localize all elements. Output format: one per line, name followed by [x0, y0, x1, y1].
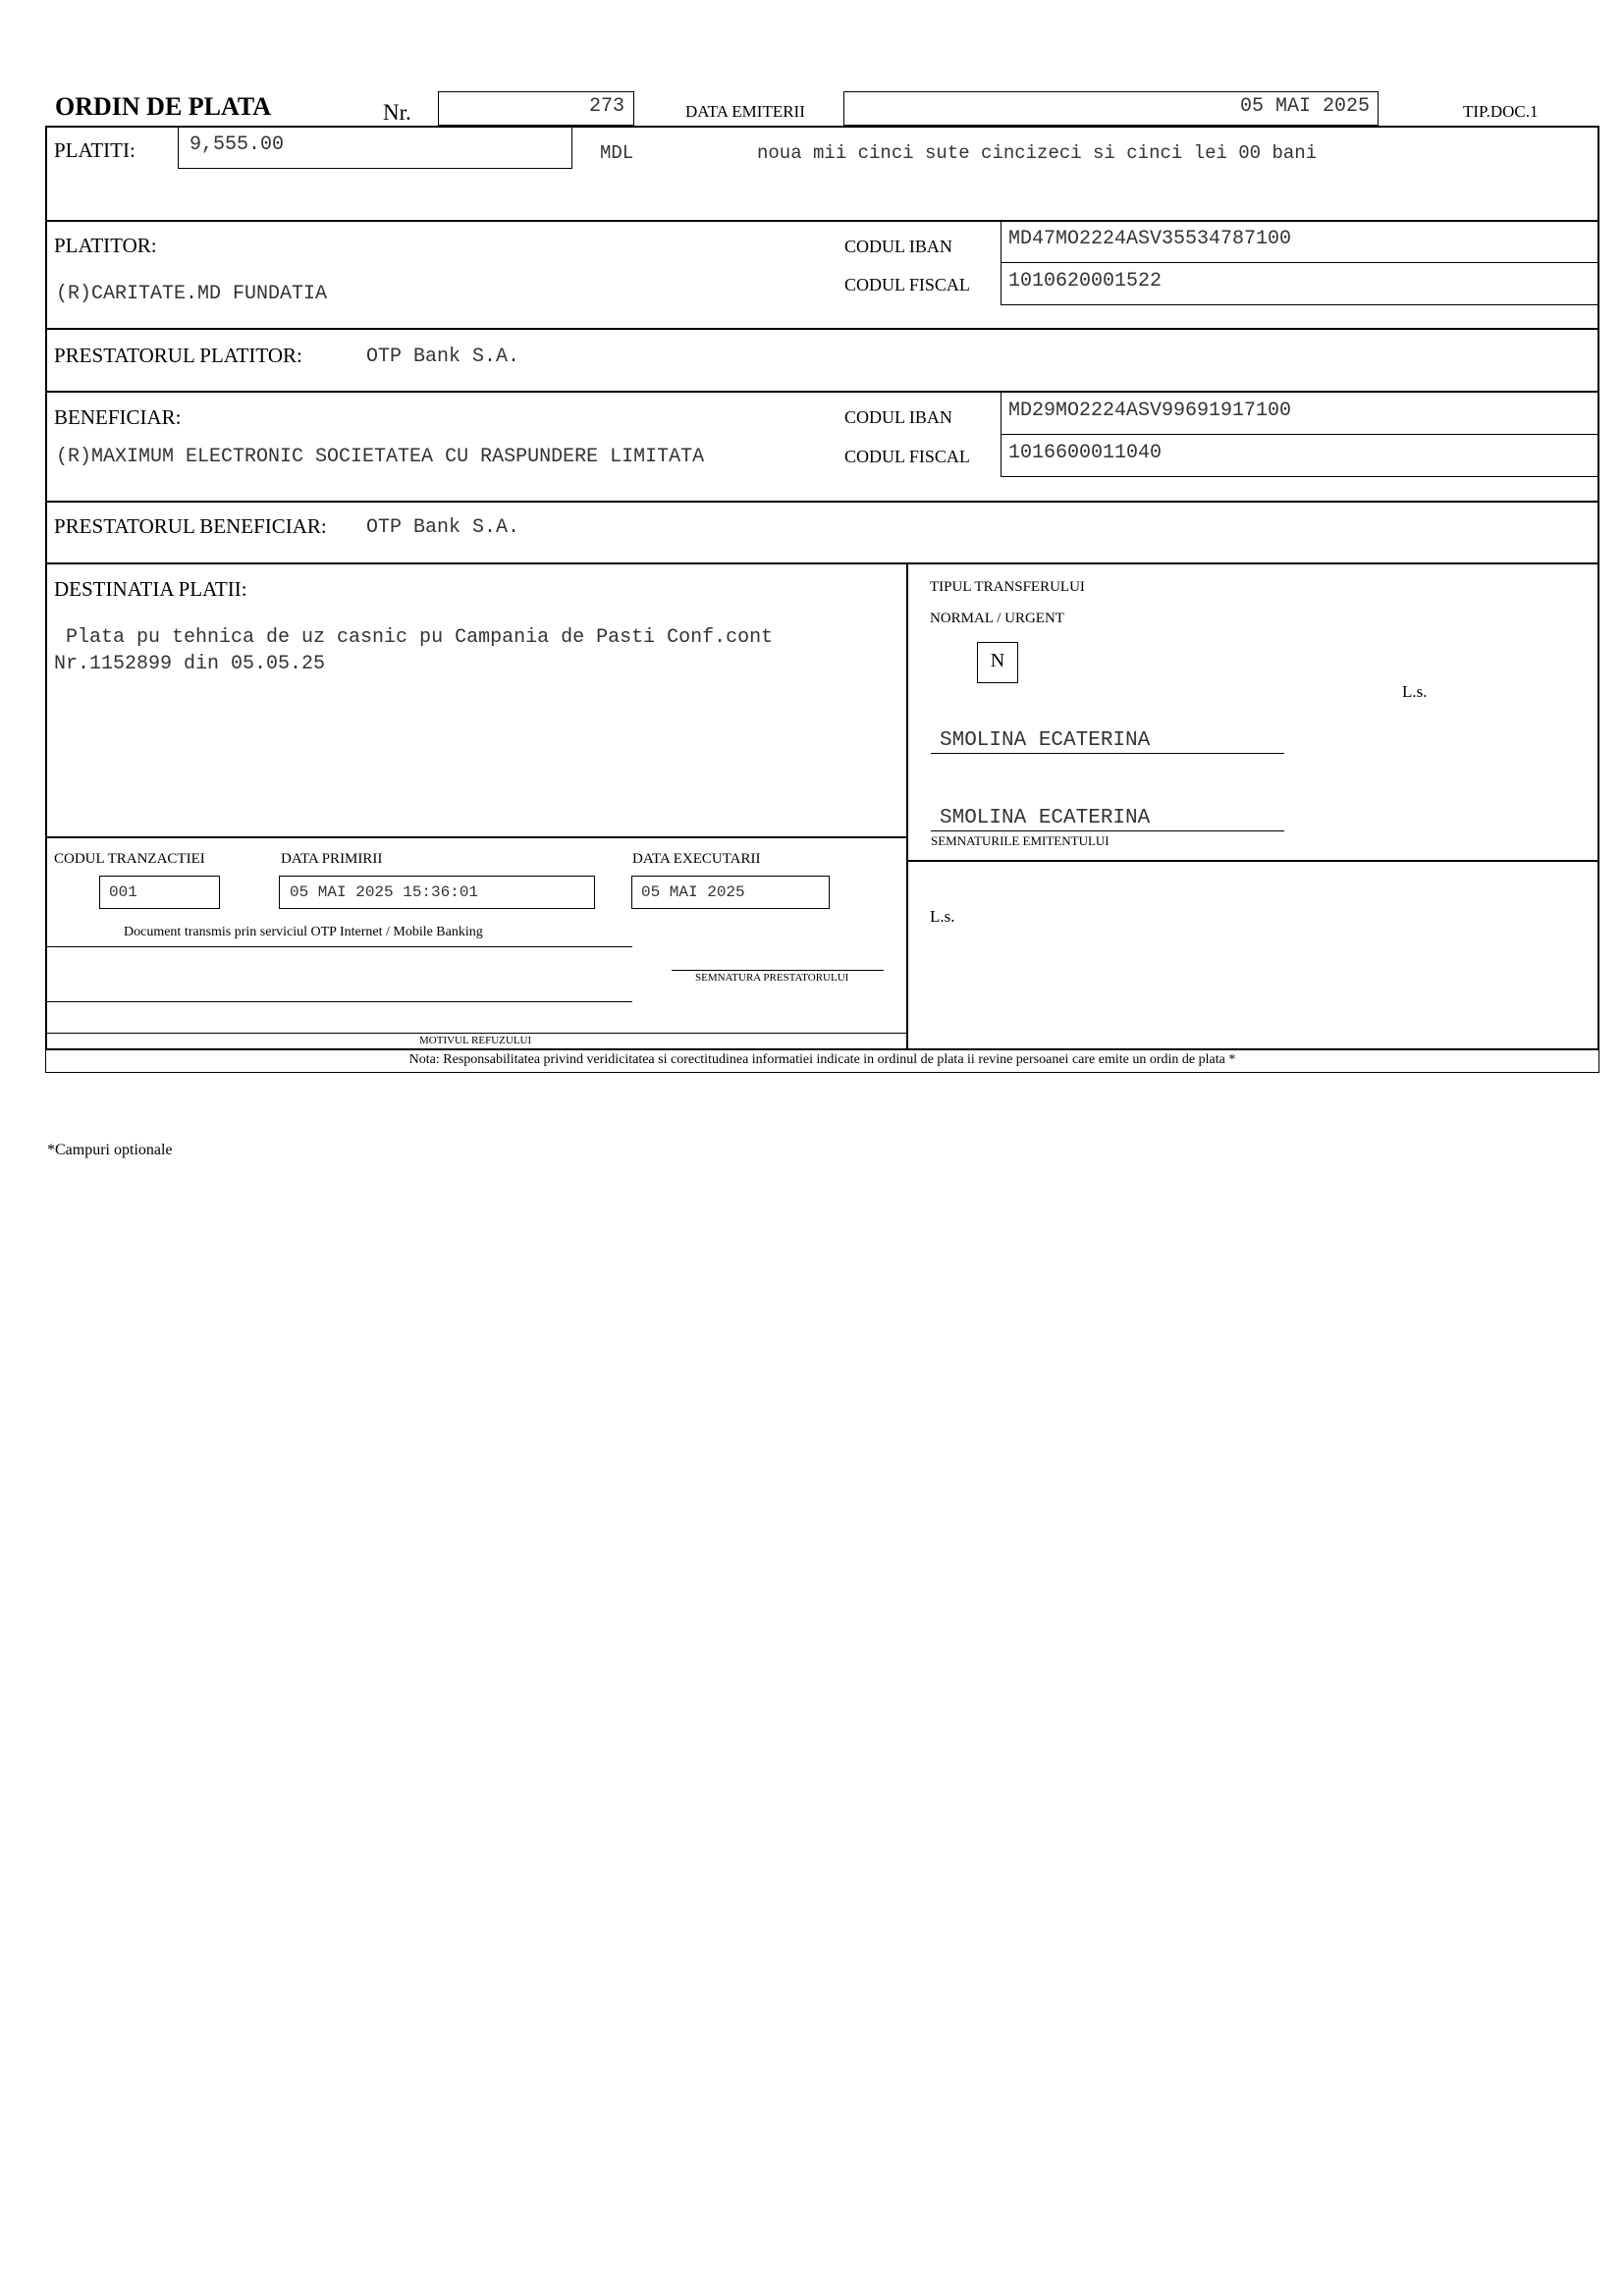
issuer-signature-2: SMOLINA ECATERINA — [940, 807, 1151, 829]
signature-line-2 — [931, 830, 1284, 831]
destination-line-2: Nr.1152899 din 05.05.25 — [54, 653, 326, 675]
issue-date-label: DATA EMITERII — [685, 102, 805, 121]
executed-date-label: DATA EXECUTARII — [632, 851, 761, 867]
left-lower-line — [45, 1001, 632, 1002]
destination-line-1: Plata pu tehnica de uz casnic pu Campania de Pasti Conf.cont — [54, 626, 774, 649]
payer-name: (R)CARITATE.MD FUNDATIA — [56, 283, 328, 305]
issuer-signatures-label: SEMNATURILE EMITENTULUI — [931, 833, 1110, 848]
beneficiary-fiscal-label: CODUL FISCAL — [844, 447, 970, 466]
provider-signature-line — [672, 970, 884, 971]
beneficiary-iban-label: CODUL IBAN — [844, 407, 952, 427]
provider-signature-label: SEMNATURA PRESTATORULUI — [695, 972, 849, 984]
beneficiary-name: (R)MAXIMUM ELECTRONIC SOCIETATEA CU RASPUNDERE LIMITATA — [56, 446, 705, 468]
platiti-label: PLATITI: — [54, 138, 135, 162]
divider-right-lower — [907, 860, 1599, 862]
signature-line-1 — [931, 753, 1284, 754]
refusal-label: MOTIVUL REFUZULUI — [419, 1035, 532, 1046]
doc-type: TIP.DOC.1 — [1463, 102, 1539, 121]
payer-fiscal-label: CODUL FISCAL — [844, 275, 970, 294]
amount-value: 9,555.00 — [189, 133, 285, 156]
transfer-type-label: TIPUL TRANSFERULUI — [930, 579, 1085, 595]
transfer-mode-value: N — [990, 650, 1005, 671]
beneficiary-provider-label: PRESTATORUL BENEFICIAR: — [54, 514, 327, 538]
beneficiary-label: BENEFICIAR: — [54, 405, 182, 429]
stamp-label: L.s. — [1402, 682, 1428, 701]
divider-destination-top — [45, 562, 1599, 564]
footer-note: Nota: Responsabilitatea privind veridicitatea si corectitudinea informatiei indicate in ordinul de plata ii revine persoanei care emite un ordin de plata * — [408, 1052, 1236, 1067]
amount-in-words: noua mii cinci sute cincizeci si cinci lei 00 bani — [757, 142, 1318, 164]
destination-label: DESTINATIA PLATII: — [54, 577, 247, 601]
divider-provider-top — [45, 328, 1599, 330]
beneficiary-provider-value: OTP Bank S.A. — [366, 516, 520, 539]
beneficiary-fiscal: 1016600011040 — [1008, 442, 1163, 464]
divider-transaction-top — [45, 836, 907, 838]
payer-label: PLATITOR: — [54, 234, 157, 257]
optional-fields-note: *Campuri optionale — [47, 1142, 173, 1158]
note-underline — [45, 946, 632, 947]
transmission-note: Document transmis prin serviciul OTP Internet / Mobile Banking — [124, 925, 483, 939]
received-date-label: DATA PRIMIRII — [281, 851, 383, 867]
nr-label: Nr. — [383, 100, 411, 125]
transaction-code-value: 001 — [109, 883, 137, 901]
nr-value: 273 — [588, 95, 624, 118]
payer-provider-label: PRESTATORUL PLATITOR: — [54, 344, 302, 367]
issuer-signature-1: SMOLINA ECATERINA — [940, 729, 1151, 752]
divider-vertical — [906, 563, 908, 1050]
divider-ben-provider-top — [45, 501, 1599, 503]
refusal-line — [45, 1033, 907, 1034]
executed-date-value: 05 MAI 2025 — [641, 883, 745, 901]
document-title: ORDIN DE PLATA — [55, 92, 272, 121]
issue-date-value: 05 MAI 2025 — [1239, 95, 1370, 118]
payer-iban-label: CODUL IBAN — [844, 237, 952, 256]
payer-iban: MD47MO2224ASV35534787100 — [1008, 228, 1292, 250]
payer-provider-value: OTP Bank S.A. — [366, 346, 520, 368]
payer-fiscal: 1010620001522 — [1008, 270, 1163, 293]
transfer-mode-label: NORMAL / URGENT — [930, 611, 1064, 626]
beneficiary-iban: MD29MO2224ASV99691917100 — [1008, 400, 1292, 422]
currency: MDL — [600, 142, 634, 164]
received-date-value: 05 MAI 2025 15:36:01 — [290, 883, 479, 901]
stamp-label-2: L.s. — [930, 907, 955, 926]
transaction-code-label: CODUL TRANZACTIEI — [54, 851, 205, 867]
